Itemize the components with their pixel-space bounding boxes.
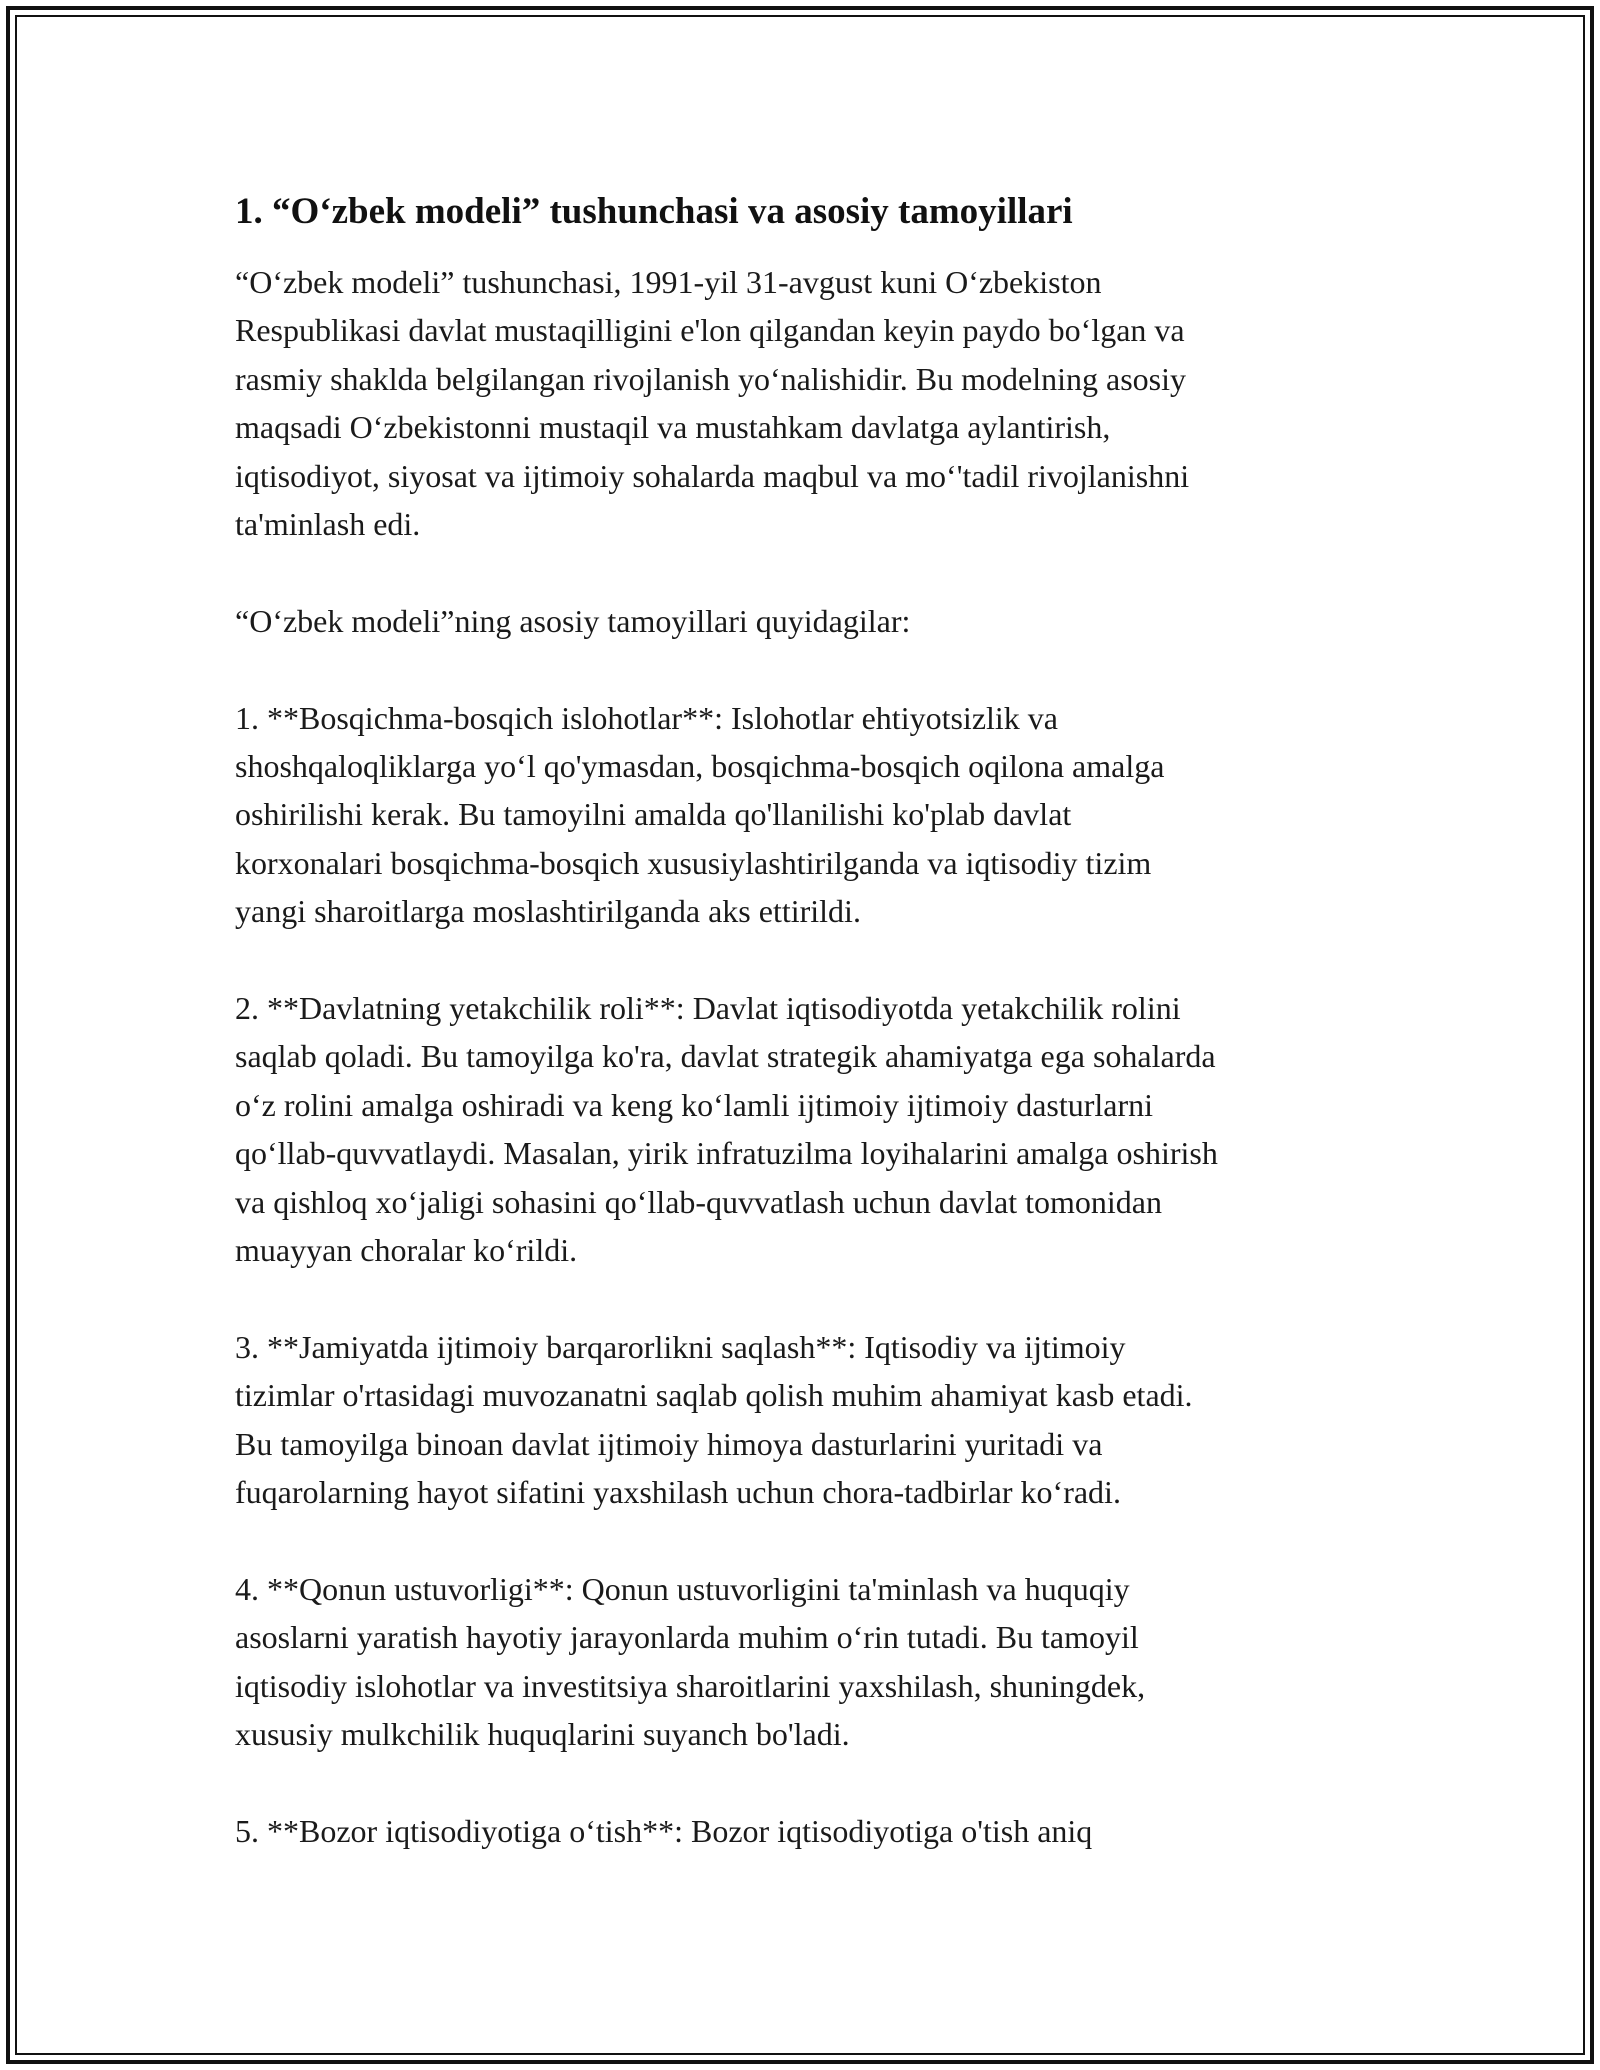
- text-line: xususiy mulkchilik huquqlarini suyanch bo'ladi.: [235, 1716, 850, 1753]
- document-title: 1. “O‘zbek modeli” tushunchasi va asosiy tamoyillari: [235, 191, 1073, 232]
- text-line: shoshqaloqliklarga yo‘l qo'ymasdan, bosqichma-bosqich oqilona amalga: [235, 748, 1165, 785]
- text-line: 5. **Bozor iqtisodiyotiga o‘tish**: Bozor iqtisodiyotiga o'tish aniq: [235, 1812, 1093, 1849]
- text-line: 3. **Jamiyatda ijtimoiy barqarorlikni saqlash**: Iqtisodiy va ijtimoiy: [235, 1328, 1126, 1365]
- document-body: [235, 188, 1375, 1904]
- paragraph-principles-heading: [235, 597, 1375, 645]
- text-line: asoslarni yaratish hayotiy jarayonlarda muhim o‘rin tutadi. Bu tamoyil: [235, 1619, 1139, 1656]
- text-line: “O‘zbek modeli” tushunchasi, 1991-yil 31-avgust kuni O‘zbekiston: [235, 264, 1102, 300]
- paragraph-principle-4: [235, 1565, 1375, 1759]
- text-line: o‘z rolini amalga oshiradi va keng ko‘lamli ijtimoiy ijtimoiy dasturlarni: [235, 1086, 1154, 1123]
- text-line: iqtisodiyot, siyosat va ijtimoiy sohalarda maqbul va mo‘'tadil rivojlanishni: [235, 457, 1190, 494]
- text-line: fuqarolarning hayot sifatini yaxshilash uchun chora-tadbirlar ko‘radi.: [235, 1474, 1121, 1511]
- text-line: qo‘llab-quvvatlaydi. Masalan, yirik infratuzilma loyihalarini amalga oshirish: [235, 1135, 1218, 1172]
- text-line: muayyan choralar ko‘rildi.: [235, 1232, 578, 1269]
- text-line: va qishloq xo‘jaligi sohasini qo‘llab-quvvatlash uchun davlat tomonidan: [235, 1183, 1162, 1220]
- paragraph-principle-2: [235, 984, 1375, 1274]
- text-line: saqlab qoladi. Bu tamoyilga ko'ra, davlat strategik ahamiyatga ega sohalarda: [235, 1038, 1216, 1075]
- text-line: maqsadi O‘zbekistonni mustaqil va mustahkam davlatga aylantirish,: [235, 409, 1111, 446]
- text-line: iqtisodiy islohotlar va investitsiya sharoitlarini yaxshilash, shuningdek,: [235, 1667, 1146, 1704]
- text-line: yangi sharoitlarga moslashtirilganda aks ettirildi.: [235, 893, 861, 930]
- paragraph-principle-3: [235, 1323, 1375, 1517]
- paragraph-intro: [235, 258, 1375, 548]
- text-line: Bu tamoyilga binoan davlat ijtimoiy himoya dasturlarini yuritadi va: [235, 1425, 1103, 1462]
- text-line: 1. **Bosqichma-bosqich islohotlar**: Islohotlar ehtiyotsizlik va: [235, 699, 1058, 736]
- text-line: tizimlar o'rtasidagi muvozanatni saqlab qolish muhim ahamiyat kasb etadi.: [235, 1377, 1193, 1414]
- text-line: rasmiy shaklda belgilangan rivojlanish yo‘nalishidir. Bu modelning asosiy: [235, 360, 1186, 397]
- text-line: 2. **Davlatning yetakchilik roli**: Davlat iqtisodiyotda yetakchilik rolini: [235, 990, 1181, 1027]
- text-line: ta'minlash edi.: [235, 506, 421, 543]
- paragraph-principle-1: [235, 694, 1375, 936]
- text-line: oshirilishi kerak. Bu tamoyilni amalda qo'llanilishi ko'plab davlat: [235, 796, 1072, 833]
- paragraph-principle-5: [235, 1807, 1375, 1855]
- text-line: “O‘zbek modeli”ning asosiy tamoyillari quyidagilar:: [235, 602, 911, 639]
- text-line: Respublikasi davlat mustaqilligini e'lon qilgandan keyin paydo bo‘lgan va: [235, 312, 1185, 349]
- text-line: korxonalari bosqichma-bosqich xususiylashtirilganda va iqtisodiy tizim: [235, 844, 1152, 881]
- text-line: 4. **Qonun ustuvorligi**: Qonun ustuvorligini ta'minlash va huquqiy: [235, 1570, 1130, 1607]
